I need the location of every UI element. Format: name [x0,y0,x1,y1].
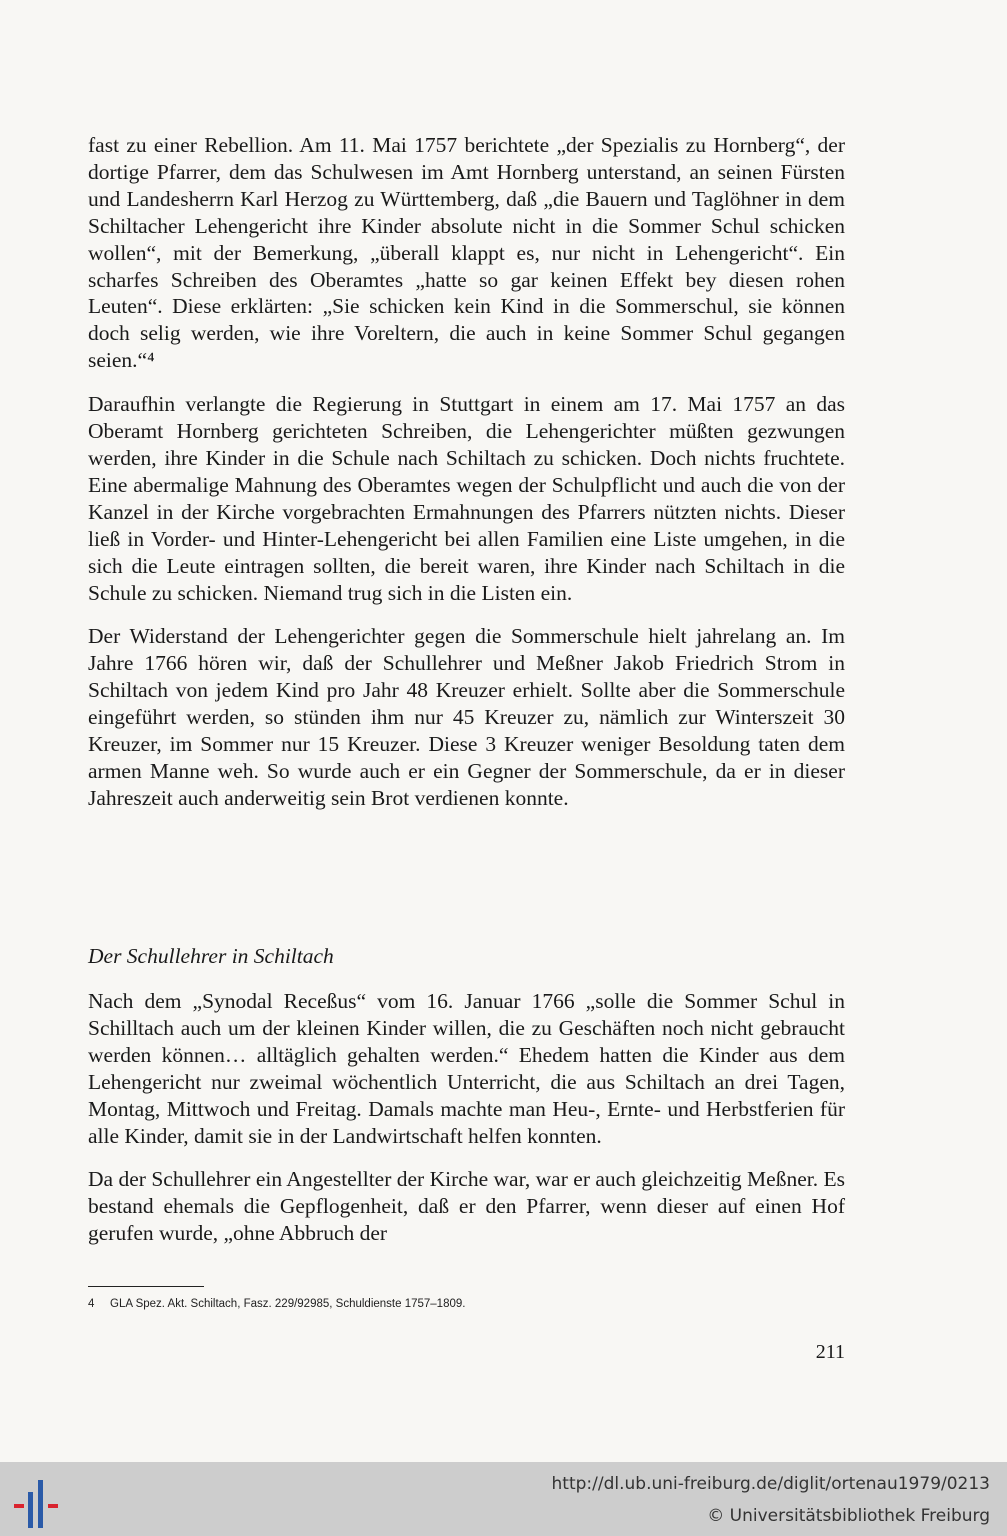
paragraph-5: Da der Schullehrer ein Angestellter der Kirche war, war er auch gleichzeitig Meßner. Es bestand ehemals die Gepflogenheit, daß er den Pfarrer, wenn dieser auf einen Hof gerufen wurde, „ohne Abbruch der [88,1167,845,1246]
body-text-top [88,132,845,812]
permalink-url[interactable]: http://dl.ub.uni-freiburg.de/diglit/ortenau1979/0213 [551,1474,990,1494]
paragraph-2: Daraufhin verlangte die Regierung in Stuttgart in einem am 17. Mai 1757 an das Oberamt Hornberg gerichteten Schreiben, die Lehengerichter müßten gezwungen werden, ihre Kinder in die Schule nach Schiltach zu schicken. Doch nichts fruchtete. Eine abermalige Mahnung des Oberamtes wegen der Schulpflicht und auch die von der Kanzel in der Kirche vorgebrachten Ermahnungen des Pfarrers nützten nichts. Dieser ließ in Vorder- und Hinter-Lehengericht bei allen Familien eine Liste umgehen, in die sich die Leute eintragen sollten, die bereit waren, ihre Kinder nach Schiltach in die Schule zu schicken. Niemand trug sich in die Listen ein. [88,392,845,605]
footnote [88,1297,845,1312]
paragraph-4: Nach dem „Synodal Receßus“ vom 16. Januar 1766 „solle die Sommer Schul in Schilltach auch um der kleinen Kinder willen, die zu Geschäften noch nicht gebraucht werden können… alltäglich gehalten werden.“ Ehedem hatten die Kinder aus dem Lehengericht nur zweimal wöchentlich Unterricht, die aus Schiltach an drei Tagen, Montag, Mittwoch und Freitag. Damals machte man Heu-, Ernte- und Herbstferien für alle Kinder, damit sie in der Landwirtschaft helfen konnten. [88,989,845,1148]
paragraph-1: fast zu einer Rebellion. Am 11. Mai 1757 berichtete „der Spezialis zu Hornberg“, der dortige Pfarrer, dem das Schulwesen im Amt Hornberg unterstand, an seinen Fürsten und Landesherrn Karl Herzog zu Württemberg, daß „die Bauern und Taglöhner in dem Schiltacher Lehengericht ihre Kinder absolute nicht in die Sommer Schul schicken wollen“, mit der Bemerkung, „überall klappt es, nur nicht in Lehengericht“. Ein scharfes Schreiben des Oberamtes „hatte so gar keinen Effekt bey diesen rohen Leuten“. Diese erklärten: „Sie schicken kein Kind in die Sommerschul, sie können doch selig werden, wie ihre Voreltern, die auch in keine Sommer Schul gegangen seien.“⁴ [88,133,845,373]
paragraph-3: Der Widerstand der Lehengerichter gegen die Sommerschule hielt jahrelang an. Im Jahre 1766 hören wir, daß der Schullehrer und Meßner Jakob Friedrich Strom in Schiltach von jedem Kind pro Jahr 48 Kreuzer erhielt. Sollte aber die Sommerschule eingeführt werden, so stünden ihm nur 45 Kreuzer zu, nämlich zur Winterszeit 30 Kreuzer, im Sommer nur 15 Kreuzer. Diese 3 Kreuzer weniger Besoldung taten dem armen Manne weh. So wurde auch er ein Gegner der Sommerschule, da er in dieser Jahreszeit auch anderweitig sein Brot verdienen konnte. [88,624,845,810]
section-heading: Der Schullehrer in Schiltach [88,944,334,968]
footnote-text: GLA Spez. Akt. Schiltach, Fasz. 229/92985, Schuldienste 1757–1809. [110,1298,466,1310]
footnote-number: 4 [88,1298,95,1310]
body-text-bottom [88,988,845,1264]
copyright-notice: © Universitätsbibliothek Freiburg [707,1506,990,1526]
footnote-divider [88,1286,204,1287]
page-number: 211 [815,1341,845,1363]
ub-freiburg-logo-icon [12,1474,64,1528]
